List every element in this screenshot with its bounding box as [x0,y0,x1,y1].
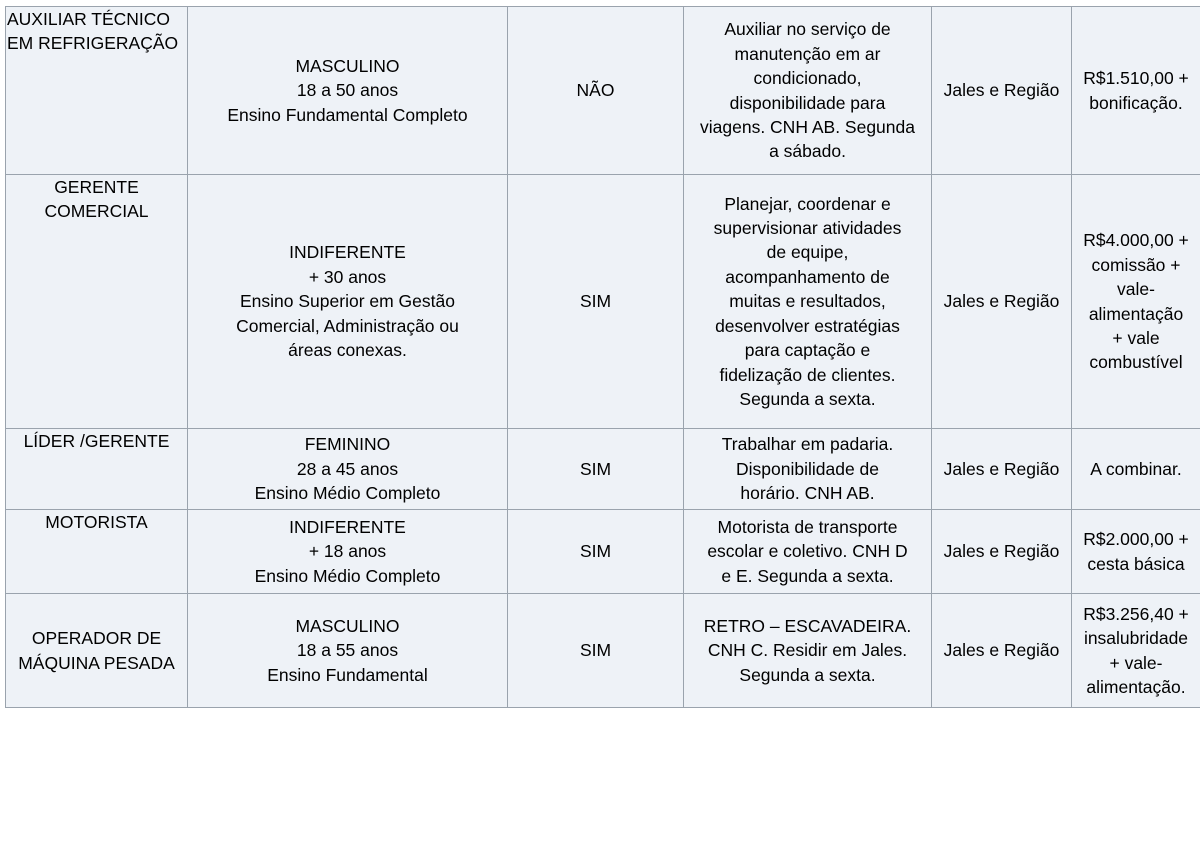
job-title-cell: AUXILIAR TÉCNICO EM REFRIGERAÇÃO [6,7,188,175]
job-description-cell: Planejar, coordenar e supervisionar atividades de equipe, acompanhamento de muitas e resultados, desenvolver estratégias para captação e fidelização de clientes. Segunda a sexta. [684,175,932,429]
location-cell: Jales e Região [932,429,1072,510]
job-description-cell: Trabalhar em padaria. Disponibilidade de horário. CNH AB. [684,429,932,510]
job-title-cell: MOTORISTA [6,510,188,594]
candidate-profile-cell: MASCULINO 18 a 50 anos Ensino Fundamental Completo [188,7,508,175]
salary-cell: R$2.000,00 + cesta básica [1072,510,1200,594]
table-row [6,7,1200,175]
job-title-cell: GERENTE COMERCIAL [6,175,188,429]
salary-cell: R$1.510,00 + bonificação. [1072,7,1200,175]
job-description-cell: Motorista de transporte escolar e coletivo. CNH D e E. Segunda a sexta. [684,510,932,594]
experience-cell: SIM [508,429,684,510]
job-title-cell: OPERADOR DE MÁQUINA PESADA [6,594,188,708]
salary-cell: R$4.000,00 + comissão + vale- alimentação + vale combustível [1072,175,1200,429]
location-cell: Jales e Região [932,510,1072,594]
job-description-cell: RETRO – ESCAVADEIRA. CNH C. Residir em Jales. Segunda a sexta. [684,594,932,708]
table-row [6,429,1200,510]
salary-cell: R$3.256,40 + insalubridade + vale- alimentação. [1072,594,1200,708]
experience-cell: NÃO [508,7,684,175]
candidate-profile-cell: MASCULINO 18 a 55 anos Ensino Fundamental [188,594,508,708]
candidate-profile-cell: INDIFERENTE + 30 anos Ensino Superior em Gestão Comercial, Administração ou áreas conexas. [188,175,508,429]
job-description-cell: Auxiliar no serviço de manutenção em ar condicionado, disponibilidade para viagens. CNH AB. Segunda a sábado. [684,7,932,175]
salary-cell: A combinar. [1072,429,1200,510]
table-row [6,510,1200,594]
candidate-profile-cell: FEMININO 28 a 45 anos Ensino Médio Completo [188,429,508,510]
table-row [6,594,1200,708]
experience-cell: SIM [508,510,684,594]
candidate-profile-cell: INDIFERENTE + 18 anos Ensino Médio Completo [188,510,508,594]
location-cell: Jales e Região [932,594,1072,708]
location-cell: Jales e Região [932,7,1072,175]
table-row [6,175,1200,429]
location-cell: Jales e Região [932,175,1072,429]
job-title-cell: LÍDER /GERENTE [6,429,188,510]
experience-cell: SIM [508,594,684,708]
job-listings-table [5,6,1200,708]
job-listings-sheet [5,6,1200,708]
experience-cell: SIM [508,175,684,429]
